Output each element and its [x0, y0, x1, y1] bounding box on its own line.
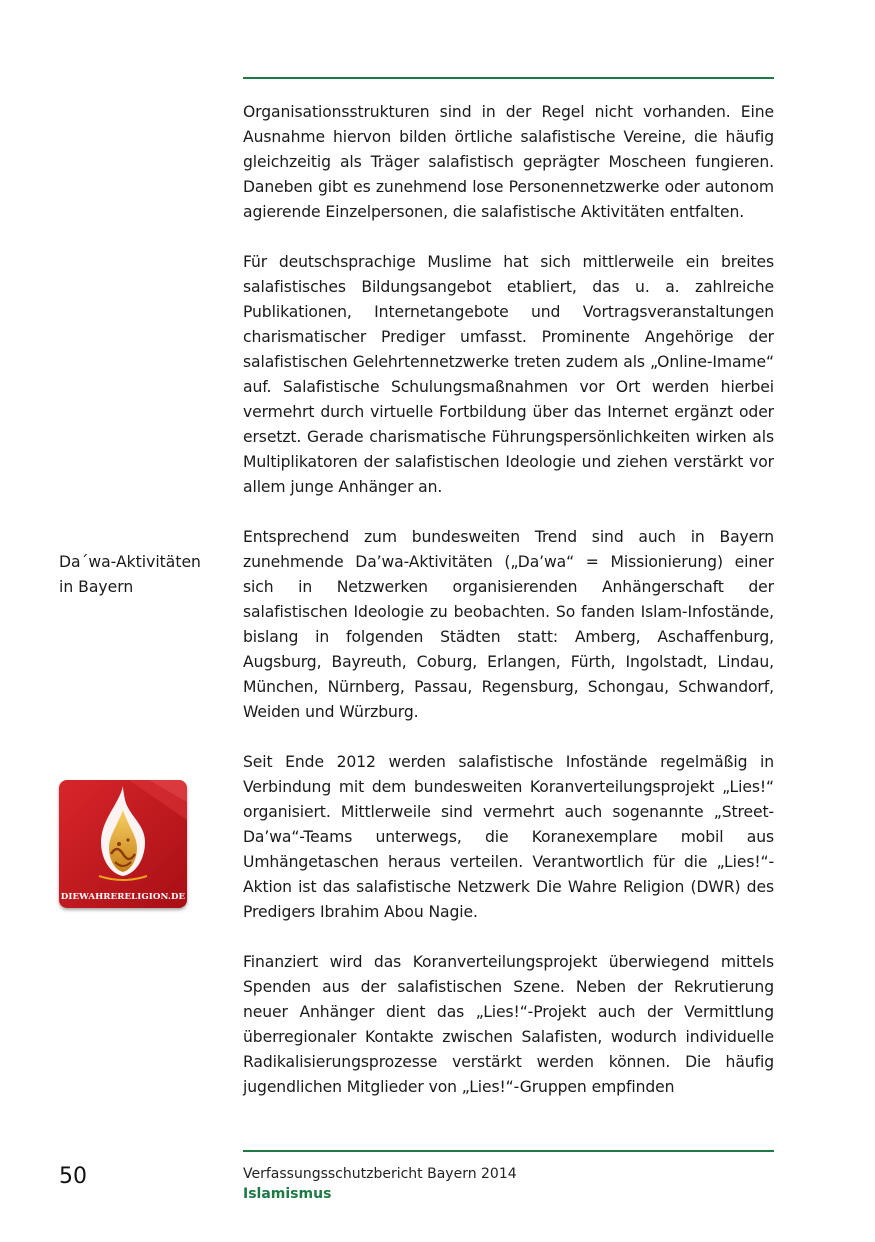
paragraph: Finanziert wird das Koranverteilungsprojekt überwiegend mittels Spenden aus der salafistischen Szene. Neben der Rekrutierung neuer Anhänger dient das „Lies!“-Projekt auch der Vermittlung überregionaler Kontakte zwischen Salafisten, wodurch individuelle Radikalisierungsprozesse verstärkt werden können. Die häufig jugendlichen Mitglieder von „Lies!“-Gruppen empfinden — [243, 953, 774, 1096]
main-text-column — [243, 100, 774, 1125]
paragraph: Für deutschsprachige Muslime hat sich mittlerweile ein breites salafistisches Bildungsangebot etabliert, das u. a. zahlreiche Publikationen, Internetangebote und Vortragsveranstaltungen charismatischer Prediger umfasst. Prominente Angehörige der salafistischen Gelehrtennetzwerke treten zudem als „Online-Imame“ auf. Salafistische Schulungsmaßnahmen vor Ort werden hierbei vermehrt durch virtuelle Fortbildung über das Internet ergänzt oder ersetzt. Gerade charismatische Führungspersönlichkeiten wirken als Multiplikatoren der salafistischen Ideologie und ziehen verstärkt vor allem junge Anhänger an. — [243, 253, 774, 496]
bottom-rule — [243, 1150, 774, 1152]
logo-caption: DIEWAHRERELIGION.DE — [60, 892, 186, 902]
margin-heading-line: in Bayern — [59, 578, 134, 596]
dwr-logo — [59, 780, 187, 908]
report-title: Verfassungsschutzbericht Bayern 2014 — [243, 1166, 517, 1182]
section-title: Islamismus — [243, 1186, 332, 1202]
top-rule — [243, 77, 774, 79]
paragraph: Entsprechend zum bundesweiten Trend sind auch in Bayern zunehmende Da’wa-Aktivitäten („Da’wa“ = Missionierung) einer sich in Netzwerken organisierenden Anhängerschaft der salafistischen Ideologie zu beobachten. So fanden Islam-Infostände, bislang in folgenden Städten statt: Amberg, Aschaffenburg, Augsburg, Bayreuth, Coburg, Erlangen, Fürth, Ingolstadt, Lindau, München, Nürnberg, Passau, Regensburg, Schongau, Schwandorf, Weiden und Würzburg. — [243, 528, 774, 721]
margin-heading — [59, 550, 229, 600]
dwr-logo-flame-calligraphy-icon — [59, 780, 187, 908]
margin-heading-line: Da´wa-Aktivitäten — [59, 553, 201, 571]
paragraph: Organisationsstrukturen sind in der Regel nicht vorhanden. Eine Ausnahme hiervon bilden örtliche salafistische Vereine, die häufig gleichzeitig als Träger salafistisch geprägter Moscheen fungieren. Daneben gibt es zunehmend lose Personennetzwerke oder autonom agierende Einzelpersonen, die salafistische Aktivitäten entfalten. — [243, 103, 774, 221]
page-number: 50 — [59, 1164, 87, 1189]
paragraph: Seit Ende 2012 werden salafistische Infostände regelmäßig in Verbindung mit dem bundesweiten Koranverteilungsprojekt „Lies!“ organisiert. Mittlerweile sind vermehrt auch sogenannte „Street-Da’wa“-Teams unterwegs, die Koranexemplare mobil aus Umhängetaschen heraus verteilen. Verantwortlich für die „Lies!“-Aktion ist das salafistische Netzwerk Die Wahre Religion (DWR) des Predigers Ibrahim Abou Nagie. — [243, 753, 774, 921]
